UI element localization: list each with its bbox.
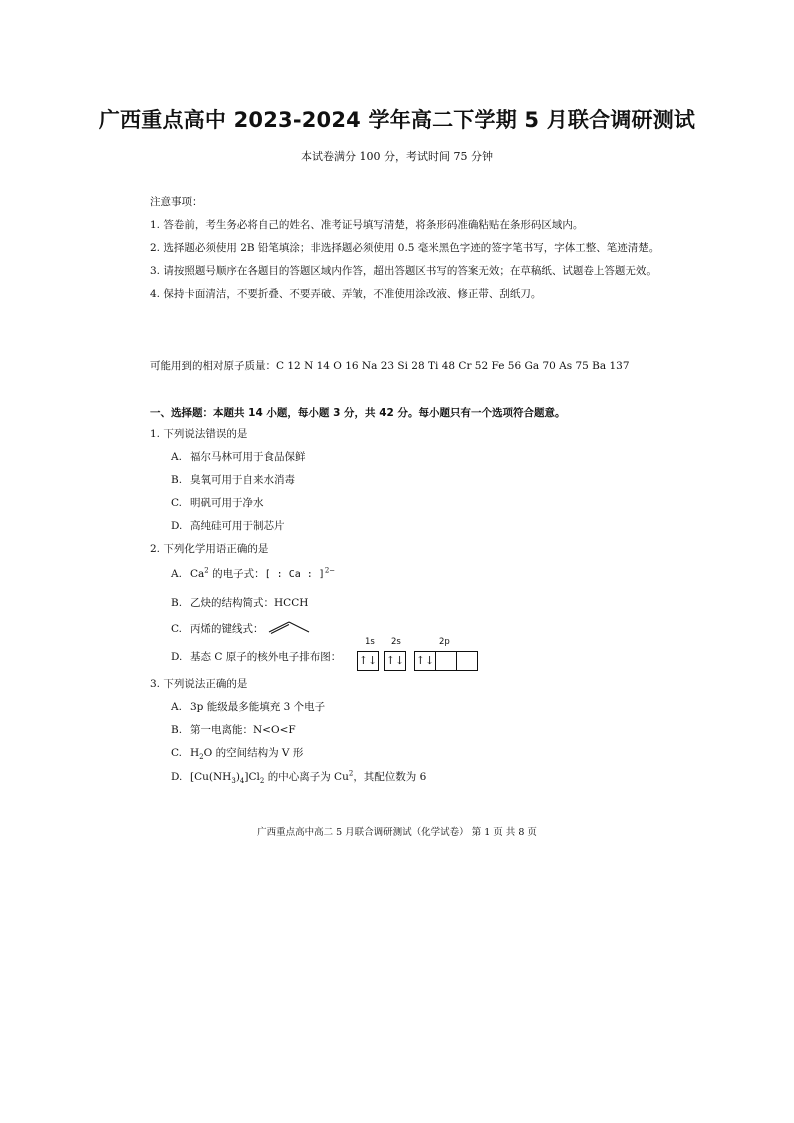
formula-part: ]Cl [244,771,260,783]
formula-subscript: 2 [199,753,204,762]
formula-subscript: 2 [259,777,265,786]
ion-symbol: Ca [190,568,205,580]
option-text: 福尔马林可用于食品保鲜 [190,451,306,463]
option-text: 的电子式： [208,568,265,580]
orbital-label-2p: 2p [439,637,450,647]
q3-option-d [171,769,426,785]
q3-option-a [171,699,325,714]
formula-part: [Cu(NH [190,771,232,783]
option-letter: C. [171,497,182,509]
q3-option-b [171,722,296,737]
option-letter: D. [171,520,183,532]
option-text: 明矾可用于净水 [190,497,264,509]
option-text: 丙烯的键线式： [190,623,264,635]
q1-option-b [171,472,295,487]
notice-item: 3. 请按照题号顺序在各题目的答题区域内作答，超出答题区书写的答案无效；在草稿纸、试题卷上答题无效。 [150,265,657,277]
question-1-stem: 1. 下列说法错误的是 [150,428,248,440]
ion-charge: 2 [348,769,354,778]
q2-option-c [171,620,313,636]
propene-skeletal-icon [267,620,313,634]
q2-option-a [171,566,335,581]
orbital-box-2p [414,651,478,671]
option-text: O 的空间结构为 V 形 [203,747,304,759]
option-letter: B. [171,474,183,486]
ion-charge: 2 [204,566,209,575]
option-letter: A. [171,701,182,713]
atomic-mass-line: 可能用到的相对原子质量：C 12 N 14 O 16 Na 23 Si 28 Ti 48 Cr 52 Fe 56 Ga 70 As 75 Ba 137 [150,360,630,372]
page-title: 广西重点高中 2023-2024 学年高二下学期 5 月联合调研测试 [98,108,696,132]
option-text: 基态 C 原子的核外电子排布图： [190,651,342,663]
q2-option-d [171,649,341,664]
electron-formula: [ : Ca : ] [264,569,325,580]
option-text: 乙炔的结构简式：HCCH [190,597,309,609]
notice-heading: 注意事项： [150,196,203,208]
option-text: 的中心离子为 Cu [264,771,349,783]
notice-item: 4. 保持卡面清洁，不要折叠、不要弄破、弄皱，不准使用涂改液、修正带、刮纸刀。 [150,288,542,300]
orbital-label-1s: 1s [365,637,375,647]
q2-option-b [171,595,308,610]
option-text: ，其配位数为 6 [353,771,427,783]
notice-item: 1. 答卷前，考生务必将自己的姓名、准考证号填写清楚，将条形码准确粘贴在条形码区域内。 [150,219,584,231]
option-letter: A. [171,451,182,463]
page-subtitle: 本试卷满分 100 分，考试时间 75 分钟 [301,150,493,163]
option-text: 臭氧可用于自来水消毒 [190,474,295,486]
orbital-cell: ↑↓ [358,654,378,667]
orbital-cell: ↑↓ [415,652,436,670]
question-2-stem: 2. 下列化学用语正确的是 [150,543,269,555]
q1-option-d [171,518,285,533]
formula-part: H [190,747,200,759]
orbital-box-1s [357,651,379,671]
orbital-label-2s: 2s [391,637,401,647]
formula-subscript: 4 [239,777,245,786]
q1-option-c [171,495,264,510]
option-text: 高纯硅可用于制芯片 [190,520,285,532]
orbital-cell [436,652,457,670]
option-letter: D. [171,651,183,663]
orbital-cell [457,652,477,670]
option-letter: B. [171,597,183,609]
option-letter: A. [171,568,182,580]
option-letter: D. [171,771,183,783]
option-text: 第一电离能：N<O<F [190,724,296,736]
section-heading: 一、选择题：本题共 14 小题，每小题 3 分，共 42 分。每小题只有一个选项符合题意。 [150,407,566,419]
question-3-stem: 3. 下列说法正确的是 [150,678,248,690]
q1-option-a [171,449,306,464]
formula-subscript: 3 [231,777,236,786]
q3-option-c [171,745,303,761]
option-text: 3p 能级最多能填充 3 个电子 [190,701,326,713]
formula-part: ) [235,771,240,783]
notice-item: 2. 选择题必须使用 2B 铅笔填涂；非选择题必须使用 0.5 毫米黑色字迹的签字笔书写，字体工整、笔迹清楚。 [150,242,660,254]
orbital-cell: ↑↓ [385,654,405,667]
option-letter: B. [171,724,183,736]
orbital-box-2s [384,651,406,671]
option-letter: C. [171,747,182,759]
formula-charge: 2− [324,566,336,575]
option-letter: C. [171,623,182,635]
page-footer: 广西重点高中高二 5 月联合调研测试（化学试卷） 第 1 页 共 8 页 [257,827,537,838]
notice-list [150,214,660,306]
